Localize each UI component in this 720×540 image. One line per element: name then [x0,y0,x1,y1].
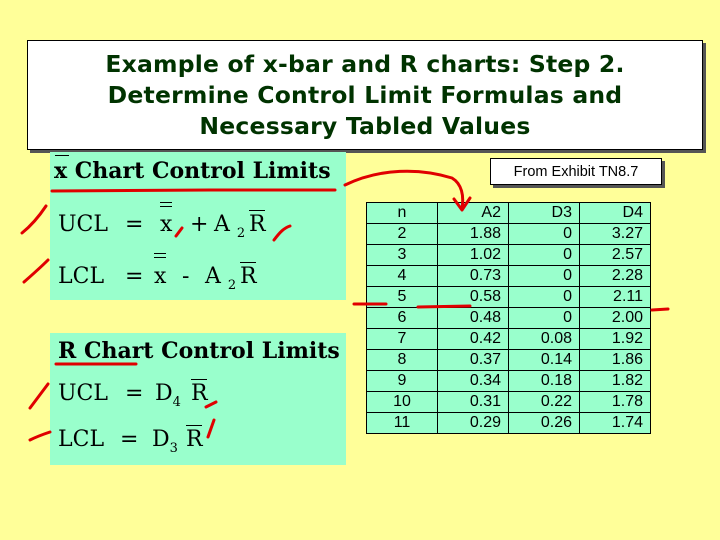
cell-n: 8 [367,350,438,371]
xbar-ucl-a2: A $_2$ [214,212,246,241]
cell-a2: 0.34 [438,371,509,392]
table-row [367,245,651,266]
cell-d3: 0.22 [509,392,580,413]
table-row [367,287,651,308]
r-limits-panel [50,333,346,465]
xbar-lcl-a2: A $_2$ [205,264,237,293]
xbar-lcl-xbarbar: x [154,264,167,289]
xbar-ucl-plus: + [190,212,209,237]
table-row [367,308,651,329]
xbar-heading: x Chart Control Limits [54,158,331,184]
cell-d3: 0 [509,308,580,329]
cell-d3: 0 [509,245,580,266]
r-heading: R Chart Control Limits [58,338,340,364]
xbar-heading-overbar [55,155,69,156]
header-n: n [367,203,438,224]
row-mark-right-stroke [652,309,668,310]
cell-d4: 3.27 [580,224,651,245]
r-ucl-label: UCL [58,381,108,406]
xbar-limits-panel [50,152,346,300]
control-factor-table [366,202,651,434]
title-line-2: Determine Control Limit Formulas and [107,80,623,109]
table-row [367,371,651,392]
cell-d4: 1.92 [580,329,651,350]
table-row [367,413,651,434]
xbar-ucl-equals: = [125,212,144,237]
source-callout: From Exhibit TN8.7 [490,158,662,185]
r-lcl-rbar: R [186,427,203,452]
cell-n: 11 [367,413,438,434]
r-ucl-d4: $D_4$ [155,381,181,410]
cell-a2: 0.58 [438,287,509,308]
xbar-lcl-rbar: R [240,264,257,289]
check-ucl-r-stroke [30,384,48,408]
cell-a2: 1.02 [438,245,509,266]
xbar-lcl-double-bar-2 [154,257,166,258]
cell-n: 7 [367,329,438,350]
cell-n: 2 [367,224,438,245]
cell-a2: 0.48 [438,308,509,329]
xbar-lcl-rbar-bar [240,262,256,263]
r-lcl-rbar-bar [186,425,202,426]
title-line-3: Necessary Tabled Values [199,111,531,140]
table-row [367,266,651,287]
cell-a2: 0.37 [438,350,509,371]
cell-d3: 0 [509,224,580,245]
r-lcl-d3: $D_3$ [152,427,178,456]
cell-n: 9 [367,371,438,392]
xbar-ucl-rbar: R [249,212,266,237]
cell-d4: 2.57 [580,245,651,266]
cell-n: 10 [367,392,438,413]
cell-d4: 1.74 [580,413,651,434]
cell-d4: 1.86 [580,350,651,371]
cell-n: 6 [367,308,438,329]
r-ucl-rbar: R [191,381,208,406]
xbar-ucl-label: UCL [58,212,108,237]
cell-n: 3 [367,245,438,266]
xbar-lcl-label: LCL [58,264,105,289]
xbar-ucl-double-bar-2 [160,206,172,207]
header-d4: D4 [580,203,651,224]
cell-a2: 0.31 [438,392,509,413]
table-row [367,329,651,350]
cell-d4: 2.28 [580,266,651,287]
cell-a2: 1.88 [438,224,509,245]
header-a2: A2 [438,203,509,224]
cell-d3: 0 [509,287,580,308]
table-row [367,392,651,413]
cell-a2: 0.29 [438,413,509,434]
cell-d3: 0.08 [509,329,580,350]
header-d3: D3 [509,203,580,224]
xbar-ucl-xbarbar: x [160,212,173,237]
xbar-lcl-equals: = [125,264,144,289]
xbar-ucl-rbar-bar [249,210,265,211]
cell-a2: 0.73 [438,266,509,287]
cell-n: 5 [367,287,438,308]
r-ucl-rbar-bar [191,379,207,380]
slide-title [27,40,703,150]
cell-d4: 1.78 [580,392,651,413]
xbar-lcl-double-bar-1 [154,253,166,254]
cell-d4: 1.82 [580,371,651,392]
r-ucl-equals: = [125,381,144,406]
title-line-1: Example of x-bar and R charts: Step 2. [105,49,625,78]
check-lcl-x-stroke [24,260,48,282]
table-row [367,224,651,245]
xbar-ucl-double-bar-1 [160,202,172,203]
cell-n: 4 [367,266,438,287]
cell-d4: 2.11 [580,287,651,308]
check-lcl-r-stroke [30,432,50,440]
cell-d4: 2.00 [580,308,651,329]
cell-d3: 0.18 [509,371,580,392]
cell-a2: 0.42 [438,329,509,350]
table-header-row [367,203,651,224]
r-lcl-equals: = [120,427,139,452]
xbar-lcl-minus: - [182,264,190,289]
cell-d3: 0 [509,266,580,287]
table-row [367,350,651,371]
cell-d3: 0.14 [509,350,580,371]
r-lcl-label: LCL [58,427,105,452]
check-ucl-x-stroke [22,206,46,233]
cell-d3: 0.26 [509,413,580,434]
